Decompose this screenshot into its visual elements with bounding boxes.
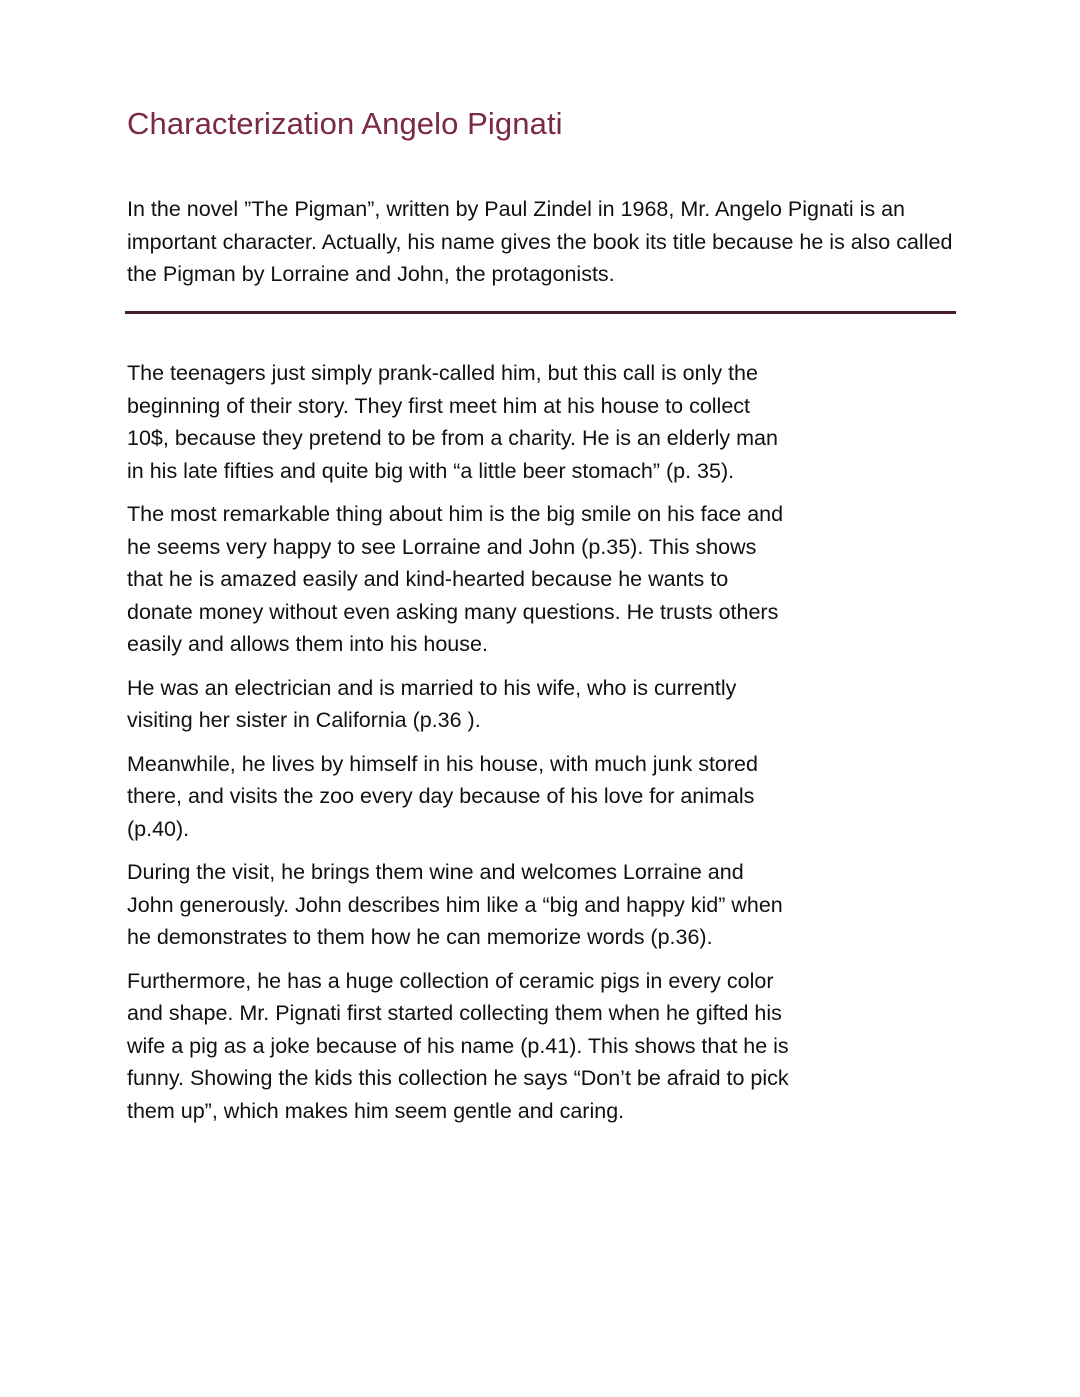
body-text bbox=[127, 357, 795, 1138]
paragraph-ceramic-pigs: Furthermore, he has a huge collection of ceramic pigs in every color and shape. Mr. Pignati first started collecting them when he gifted his wife a pig as a joke because of his name (p.41). This shows that he is funny. Showing the kids this collection he says “Don’t be afraid to pick them up”, which makes him seem gentle and caring. bbox=[127, 968, 789, 1123]
paragraph-electrician: He was an electrician and is married to his wife, who is currently visiting her sister in California (p.36 ). bbox=[127, 675, 737, 732]
document-title: Characterization Angelo Pignati bbox=[127, 106, 563, 141]
paragraph-zoo: Meanwhile, he lives by himself in his house, with much junk stored there, and visits the zoo every day because of his love for animals (p.40). bbox=[127, 751, 758, 841]
paragraph-smile: The most remarkable thing about him is the big smile on his face and he seems very happy to see Lorraine and John (p.35). This shows that he is amazed easily and kind-hearted because he wants to donate money without even asking many questions. He trusts others easily and allows them into his house. bbox=[127, 502, 784, 656]
paragraph-visit: During the visit, he brings them wine and welcomes Lorraine and John generously. John describes him like a “big and happy kid” when he demonstrates to them how he can memorize words (p.36). bbox=[127, 860, 783, 949]
intro-paragraph: In the novel ”The Pigman”, written by Paul Zindel in 1968, Mr. Angelo Pignati is an important character. Actually, his name gives the book its title because he is also called the Pigman by Lorraine and John, the protagonists. bbox=[127, 197, 953, 286]
paragraph-first-meeting: The teenagers just simply prank-called him, but this call is only the beginning of their story. They first meet him at his house to collect 10$, because they pretend to be from a charity. He is an elderly man in his late fifties and quite big with “a little beer stomach” (p. 35). bbox=[127, 361, 778, 483]
section-divider bbox=[125, 311, 956, 314]
